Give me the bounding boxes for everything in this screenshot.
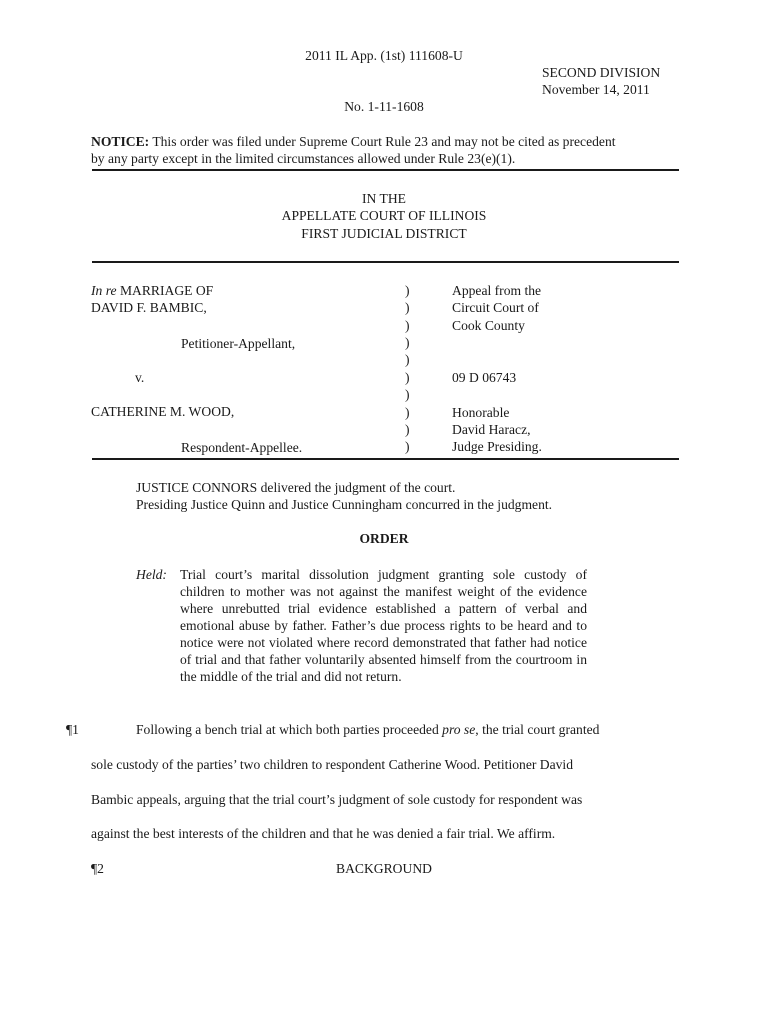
paren: ): [405, 405, 410, 420]
petitioner-name: DAVID F. BAMBIC,: [91, 300, 207, 315]
citation: 2011 IL App. (1st) 111608-U: [305, 48, 463, 63]
paren: ): [405, 318, 410, 333]
rule-middle: [92, 261, 679, 263]
versus: v.: [135, 370, 145, 385]
held-label: Held:: [136, 567, 167, 582]
notice-text-1: This order was filed under Supreme Court Rule 23 and may not be cited as precedent: [152, 134, 616, 149]
court-line-3: FIRST JUDICIAL DISTRICT: [301, 226, 467, 241]
paren: ): [405, 300, 410, 315]
division: SECOND DIVISION: [542, 65, 661, 80]
held-text: [136, 566, 587, 685]
paren: ): [405, 439, 410, 454]
petitioner-role: Petitioner-Appellant,: [181, 336, 296, 351]
paren: ): [405, 387, 410, 402]
court-line-2: APPELLATE COURT OF ILLINOIS: [281, 208, 487, 223]
notice-line-1: [91, 133, 616, 150]
judgment-line-1: JUSTICE CONNORS delivered the judgment of the court.: [136, 480, 456, 495]
rule-top: [92, 169, 679, 171]
paren: ): [405, 422, 410, 437]
paren: ): [405, 335, 410, 350]
notice-label: NOTICE:: [91, 134, 150, 149]
rule-bottom: [92, 458, 679, 460]
marriage-of: MARRIAGE OF: [119, 283, 214, 298]
filing-date: November 14, 2011: [542, 82, 650, 97]
p1-line1-post: , the trial court granted: [475, 722, 600, 737]
held-body: Trial court’s marital dissolution judgment granting sole custody of children to mother was not against the manifest weight of the evidence where unrebutted trial evidence established a pattern of verbal and emotional abuse by father. Father’s due process rights to be heard and to notice were not violated where record demonstrated that father had notice of trial and that father voluntarily absented himself from the courtroom in the middle of the trial and did not return.: [180, 567, 587, 684]
paragraph-1-line-4: against the best interests of the children and that he was denied a fair trial. We affirm.: [91, 826, 556, 841]
paragraph-2-number: ¶2: [91, 861, 104, 876]
case-number: 09 D 06743: [452, 370, 517, 385]
honorable: Honorable: [452, 405, 510, 420]
p1-pro-se: pro se: [442, 722, 476, 737]
paragraph-1-number: ¶1: [66, 722, 79, 737]
docket-number: No. 1-11-1608: [344, 99, 424, 114]
judgment-line-2: Presiding Justice Quinn and Justice Cunningham concurred in the judgment.: [136, 497, 553, 512]
county: Cook County: [452, 318, 525, 333]
order-title: ORDER: [359, 531, 409, 546]
paren: ): [405, 352, 410, 367]
appeal-from: Appeal from the: [452, 283, 542, 298]
court-line-1: IN THE: [362, 191, 406, 206]
paragraph-1-line-3: Bambic appeals, arguing that the trial court’s judgment of sole custody for respondent was: [91, 792, 583, 807]
p1-line1-pre: Following a bench trial at which both parties proceeded: [136, 722, 439, 737]
respondent-name: CATHERINE M. WOOD,: [91, 404, 235, 419]
paren: ): [405, 283, 410, 298]
paren: ): [405, 370, 410, 385]
caption-in-re: [91, 282, 213, 299]
judge-presiding: Judge Presiding.: [452, 439, 542, 454]
circuit-court: Circuit Court of: [452, 300, 539, 315]
paragraph-1-line-1: [136, 721, 599, 738]
paragraph-1-line-2: sole custody of the parties’ two children to respondent Catherine Wood. Petitioner David: [91, 757, 573, 772]
respondent-role: Respondent-Appellee.: [181, 440, 303, 455]
background-heading: BACKGROUND: [336, 861, 432, 876]
judge-name: David Haracz,: [452, 422, 531, 437]
notice-line-2: by any party except in the limited circumstances allowed under Rule 23(e)(1).: [91, 151, 516, 166]
in-re-italic: In re: [91, 283, 117, 298]
